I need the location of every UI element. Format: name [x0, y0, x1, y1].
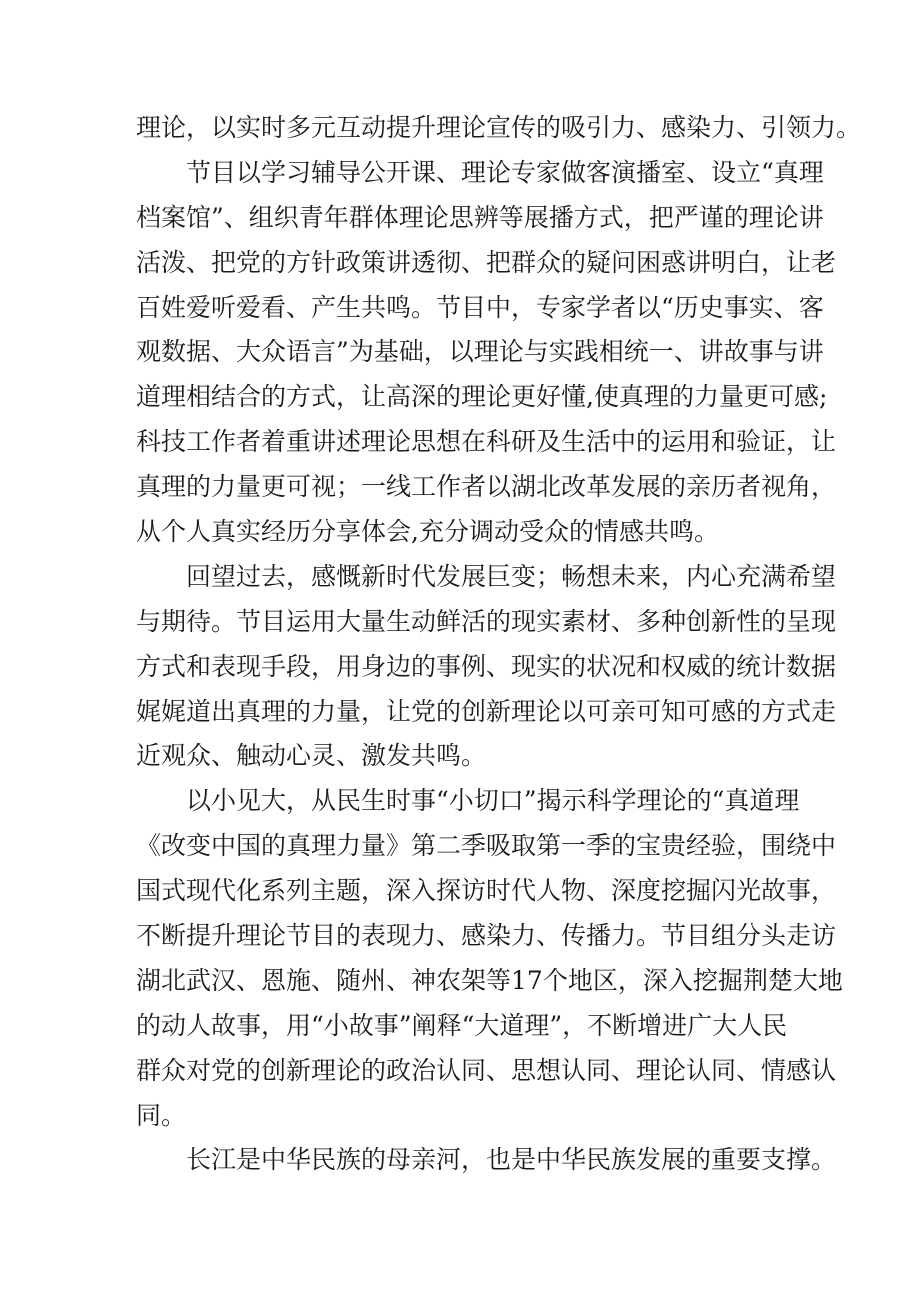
text-line: 不断提升理论节目的表现力、感染力、传播力。节目组分头走访: [136, 921, 837, 951]
text-line: 国式现代化系列主题，深入探访时代人物、深度挖掘闪光故事，: [136, 876, 837, 906]
text-line: 的动人故事，用“小故事”阐释“大道理”，不断增进广大人民: [136, 1010, 788, 1040]
text-line: 档案馆”、组织青年群体理论思辨等展播方式，把严谨的理论讲: [136, 202, 824, 232]
paragraph-start-line: 节目以学习辅导公开课、理论专家做客演播室、设立“真理: [186, 157, 824, 187]
text-line: 群众对党的创新理论的政治认同、思想认同、理论认同、情感认: [136, 1055, 837, 1085]
text-line: 科技工作者着重讲述理论思想在科研及生活中的运用和验证，让: [136, 427, 837, 457]
text-line: 湖北武汉、恩施、随州、神农架等17个地区，深入挖掘荆楚大地: [136, 965, 843, 995]
text-line: 百姓爱听爱看、产生共鸣。节目中，专家学者以“历史事实、客: [136, 292, 824, 322]
text-line: 活泼、把党的方针政策讲透彻、把群众的疑问困惑讲明白，让老: [136, 247, 837, 277]
text-line: 理论，以实时多元互动提升理论宣传的吸引力、感染力、引领力。: [136, 113, 862, 142]
text-line: 道理相结合的方式，让高深的理论更好懂,使真理的力量更可感;: [136, 382, 828, 412]
text-line: 同。: [136, 1100, 187, 1130]
text-line: 真理的力量更可视；一线工作者以湖北改革发展的亲历者视角，: [136, 472, 837, 502]
paragraph-start-line: 以小见大，从民生时事“小切口”揭示科学理论的“真道理: [186, 786, 800, 816]
text-line: 娓娓道出真理的力量，让党的创新理论以可亲可知可感的方式走: [136, 696, 837, 726]
text-line: 近观众、触动心灵、激发共鸣。: [136, 741, 487, 771]
paragraph-start-line: 回望过去，感慨新时代发展巨变；畅想未来，内心充满希望: [186, 561, 837, 591]
text-line: 观数据、大众语言”为基础，以理论与实践相统一、讲故事与讲: [136, 337, 824, 367]
text-line: 《改变中国的真理力量》第二季吸取第一季的宝贵经验，围绕中: [136, 831, 837, 861]
text-line: 方式和表现手段，用身边的事例、现实的状况和权威的统计数据: [136, 651, 837, 681]
paragraph-start-line: 长江是中华民族的母亲河，也是中华民族发展的重要支撑。: [186, 1145, 837, 1175]
body-text: [136, 106, 862, 1183]
text-line: 与期待。节目运用大量生动鲜活的现实素材、多种创新性的呈现: [136, 606, 837, 636]
text-line: 从个人真实经历分享体会,充分调动受众的情感共鸣。: [136, 517, 719, 547]
